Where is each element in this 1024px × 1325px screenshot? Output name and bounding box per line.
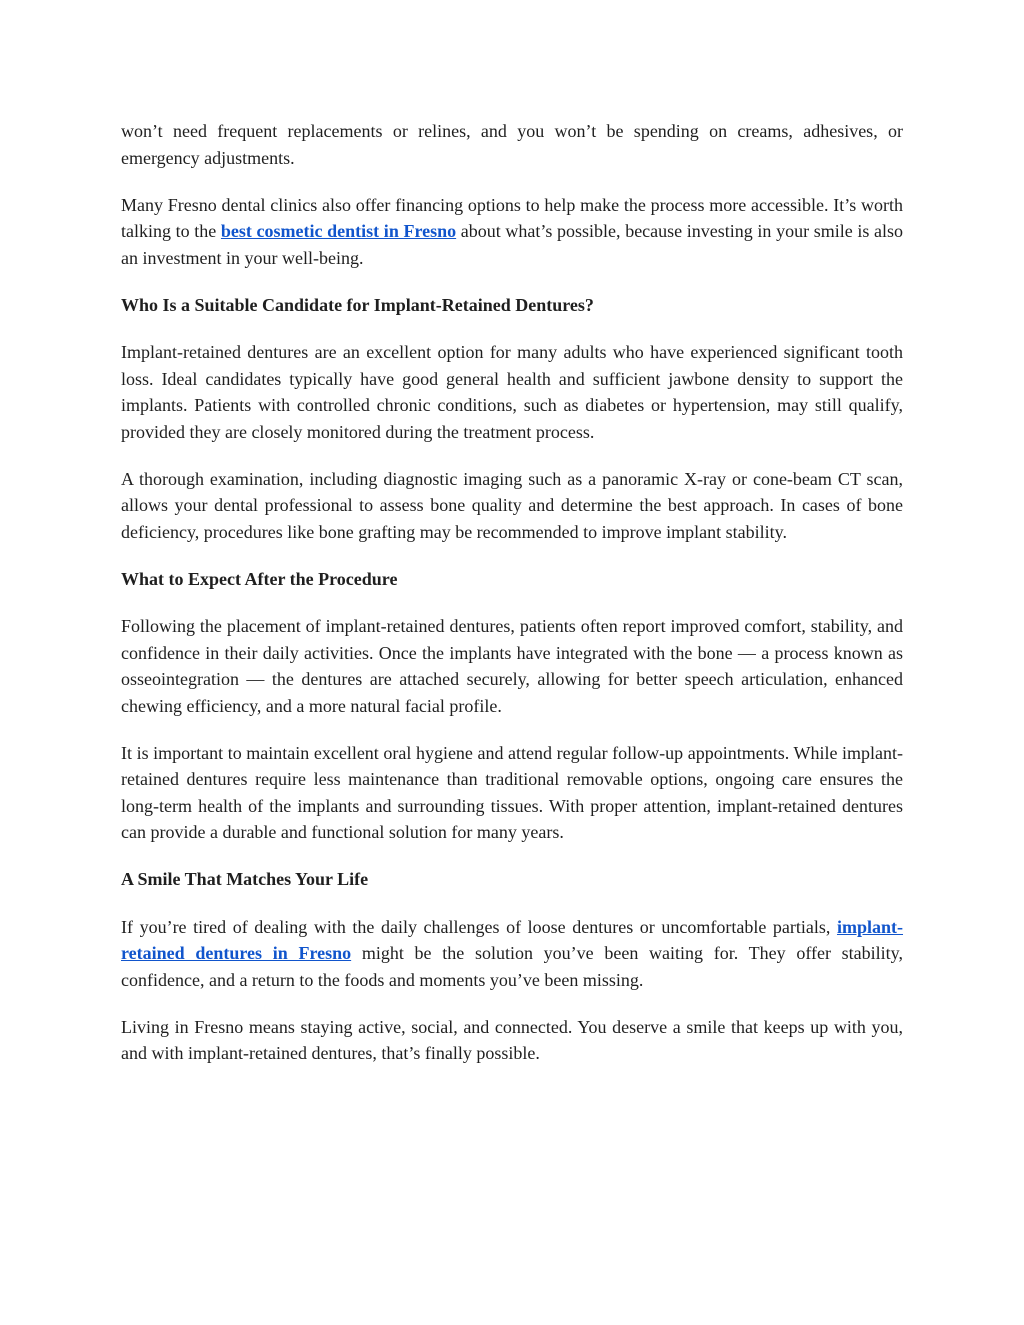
implant-dentures-link[interactable]: implant-retained dentures in Fresno — [121, 916, 903, 963]
paragraph-living-in-fresno: Living in Fresno means staying active, social, and connected. You deserve a smile that keeps up with you, and with implant-retained dentures, that’s finally possible. — [121, 1016, 903, 1063]
document-body — [121, 118, 903, 1087]
cosmetic-dentist-link[interactable]: best cosmetic dentist in Fresno — [220, 221, 457, 241]
heading-suitable-candidate: Who Is a Suitable Candidate for Implant-Retained Dentures? — [121, 294, 594, 315]
paragraph-examination: A thorough examination, including diagnostic imaging such as a panoramic X-ray or cone-beam CT scan, allows your dental professional to assess bone quality and determine the best approach. In cases of bone deficiency, procedures like bone grafting may be recommended to improve implant stability. — [121, 468, 903, 542]
paragraph-tired-text-before: If you’re tired of dealing with the daily challenges of loose dentures or uncomfortable partials, — [121, 916, 837, 937]
paragraph-financing-text-before: Many Fresno dental clinics also offer financing options to help make the process more accessible. It’s worth talking to the — [121, 194, 903, 241]
paragraph-tired-of-dentures — [121, 914, 903, 994]
paragraph-oral-hygiene: It is important to maintain excellent oral hygiene and attend regular follow-up appointments. While implant-retained dentures require less maintenance than traditional removable options, ongoing care ensures the long-term health of the implants and surrounding tissues. With proper attention, implant-retained dentures can provide a durable and functional solution for many years. — [121, 742, 903, 842]
paragraph-financing — [121, 192, 903, 272]
paragraph-following-placement: Following the placement of implant-retained dentures, patients often report improved comfort, stability, and confidence in their daily activities. Once the implants have integrated with the bone — a process known as osseointegration — the dentures are attached securely, allowing for better speech articulation, enhanced chewing efficiency, and a more natural facial profile. — [121, 616, 903, 716]
paragraph-costs: won’t need frequent replacements or relines, and you won’t be spending on creams, adhesives, or emergency adjustments. — [121, 121, 903, 168]
paragraph-candidates: Implant-retained dentures are an excellent option for many adults who have experienced significant tooth loss. Ideal candidates typically have good general health and sufficient jawbone density to support the implants. Patients with controlled chronic conditions, such as diabetes or hypertension, may still qualify, provided they are closely monitored during the treatment process. — [121, 342, 903, 442]
heading-smile-life: A Smile That Matches Your Life — [121, 869, 369, 889]
heading-after-procedure: What to Expect After the Procedure — [121, 568, 398, 589]
paragraph-financing-text-after: about what’s possible, because investing in your smile is also an investment in your well-being. — [121, 221, 903, 268]
paragraph-tired-text-after: might be the solution you’ve been waiting for. They offer stability, confidence, and a return to the foods and moments you’ve been missing. — [121, 943, 903, 990]
